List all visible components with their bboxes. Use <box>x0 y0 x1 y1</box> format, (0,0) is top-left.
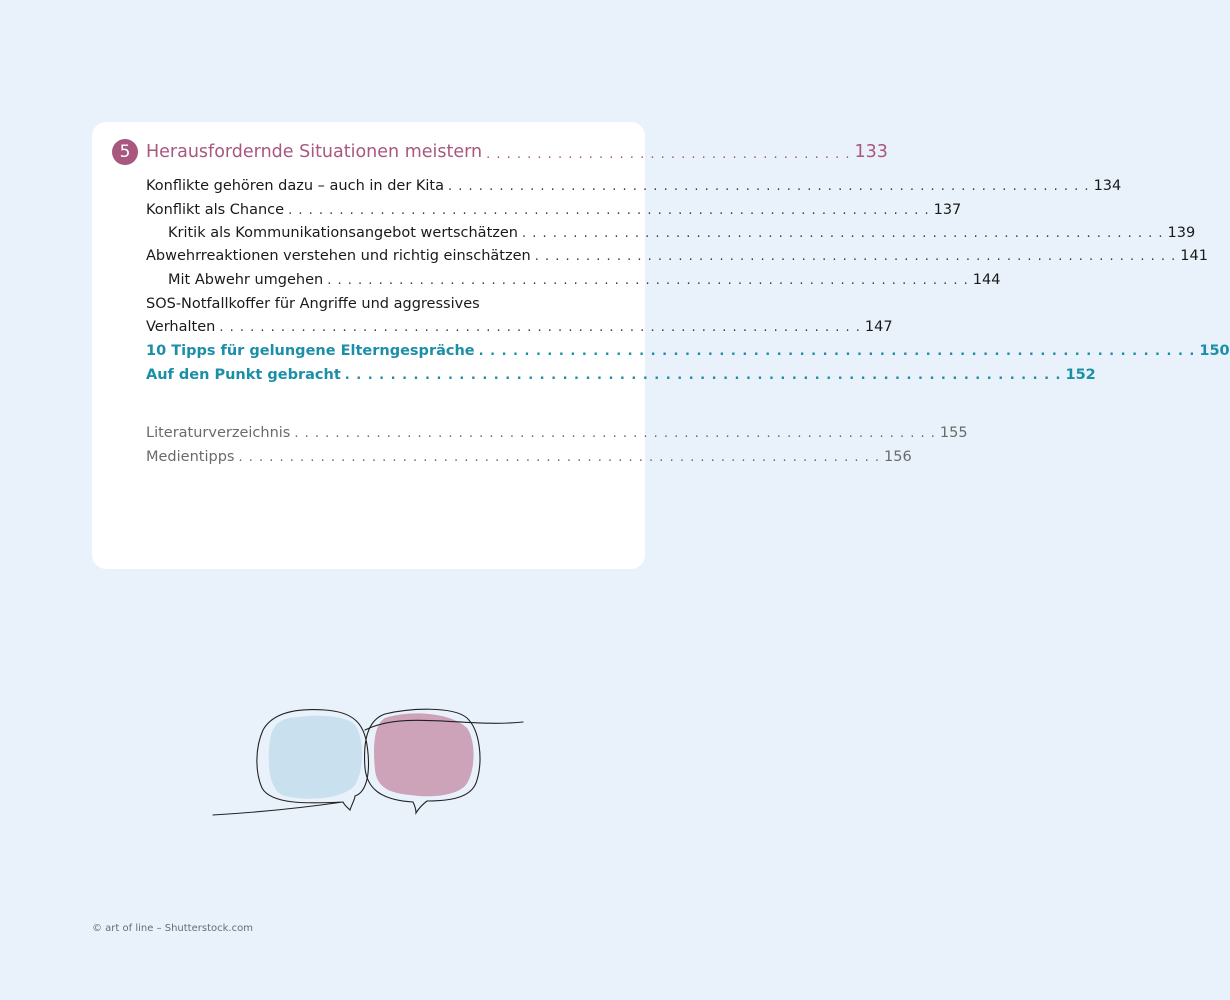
toc-entry-label: Verhalten <box>146 319 216 335</box>
leader-dots: . . . . . . . . . . . . . . . . . . . . . . . . . . . . . . . . . . . . . . . . . . . . . . . . . . . . . . . . . . . . . . . <box>448 179 1090 194</box>
chapter-number-badge: 5 <box>112 139 138 165</box>
leader-dots: . . . . . . . . . . . . . . . . . . . . . . . . . . . . . . . . . . . . . . . . . . . . . . . . . . . . . . . . . . . . . . . <box>521 226 1164 241</box>
toc-entry-label-line1: SOS-Notfallkoffer für Angriffe und aggressives <box>146 296 480 312</box>
toc-entry-label: Kritik als Kommunikationsangebot wertschätzen <box>168 225 518 241</box>
toc-entry-page: 156 <box>884 449 912 465</box>
leader-dots: . . . . . . . . . . . . . . . . . . . . . . . . . . . . . . . . . . . . . . . . . . . . . . . . . . . . . . . . . . . . . . . <box>238 450 880 465</box>
leader-dots: . . . . . . . . . . . . . . . . . . . . . . . . . . . . . . . . . . . . . . . . . . . . . . . . . . . . . . . . . . . . . . . <box>294 426 936 441</box>
toc-entry-label: 10 Tipps für gelungene Elterngespräche <box>146 343 475 359</box>
toc-entry-label: Abwehrreaktionen verstehen und richtig einschätzen <box>146 248 531 264</box>
toc-entry-page: 141 <box>1180 248 1208 264</box>
toc-entry-highlight[interactable] <box>146 367 1096 389</box>
chapter-page: 133 <box>854 142 888 162</box>
toc-entry-label: Medientipps <box>146 449 235 465</box>
chapter-heading[interactable] <box>112 138 888 166</box>
toc-entry-backmatter[interactable] <box>146 425 968 447</box>
toc-entry-page: 137 <box>933 202 962 218</box>
image-credit: © art of line – Shutterstock.com <box>92 923 253 934</box>
speech-bubbles-icon <box>205 700 535 829</box>
toc-entry-page: 152 <box>1065 367 1096 383</box>
toc-entry-page: 155 <box>939 425 968 441</box>
toc-entry-page: 150 <box>1199 343 1230 359</box>
toc-entry-page: 144 <box>972 272 1001 288</box>
toc-subentry[interactable] <box>168 272 1001 294</box>
toc-entry-label: Auf den Punkt gebracht <box>146 367 341 383</box>
toc-entry[interactable] <box>146 248 1208 270</box>
toc-entry-label: Mit Abwehr umgehen <box>168 272 324 288</box>
leader-dots: . . . . . . . . . . . . . . . . . . . . . . . . . . . . . . . . . . . . <box>486 146 851 162</box>
toc-entry-backmatter[interactable] <box>146 449 912 471</box>
leader-dots: . . . . . . . . . . . . . . . . . . . . . . . . . . . . . . . . . . . . . . . . . . . . . . . . . . . . . . . . . . . . . . . <box>288 203 930 218</box>
toc-entry-highlight[interactable] <box>146 343 1230 365</box>
toc-entry[interactable] <box>146 202 962 224</box>
leader-dots: . . . . . . . . . . . . . . . . . . . . . . . . . . . . . . . . . . . . . . . . . . . . . . . . . . . . . . . . . . . . . . . <box>327 273 969 288</box>
leader-dots: . . . . . . . . . . . . . . . . . . . . . . . . . . . . . . . . . . . . . . . . . . . . . . . . . . . . . . . . . . . . . . . <box>344 368 1062 383</box>
leader-dots: . . . . . . . . . . . . . . . . . . . . . . . . . . . . . . . . . . . . . . . . . . . . . . . . . . . . . . . . . . . . . . . <box>219 320 861 335</box>
toc-entry-label: Konflikt als Chance <box>146 202 285 218</box>
toc-entry-label: Konflikte gehören dazu – auch in der Kita <box>146 178 445 194</box>
toc-subentry[interactable] <box>168 225 1196 247</box>
toc-entry[interactable] <box>146 178 1122 200</box>
chapter-title: Herausfordernde Situationen meistern <box>146 142 483 162</box>
toc-entry-page: 134 <box>1093 178 1122 194</box>
leader-dots: . . . . . . . . . . . . . . . . . . . . . . . . . . . . . . . . . . . . . . . . . . . . . . . . . . . . . . . . . . . . . . . <box>478 344 1196 359</box>
leader-dots: . . . . . . . . . . . . . . . . . . . . . . . . . . . . . . . . . . . . . . . . . . . . . . . . . . . . . . . . . . . . . . . <box>534 249 1177 264</box>
toc-entry-page: 139 <box>1167 225 1196 241</box>
toc-entry[interactable] <box>146 319 893 341</box>
toc-entry-label: Literaturverzeichnis <box>146 425 291 441</box>
toc-entry-page: 147 <box>864 319 893 335</box>
